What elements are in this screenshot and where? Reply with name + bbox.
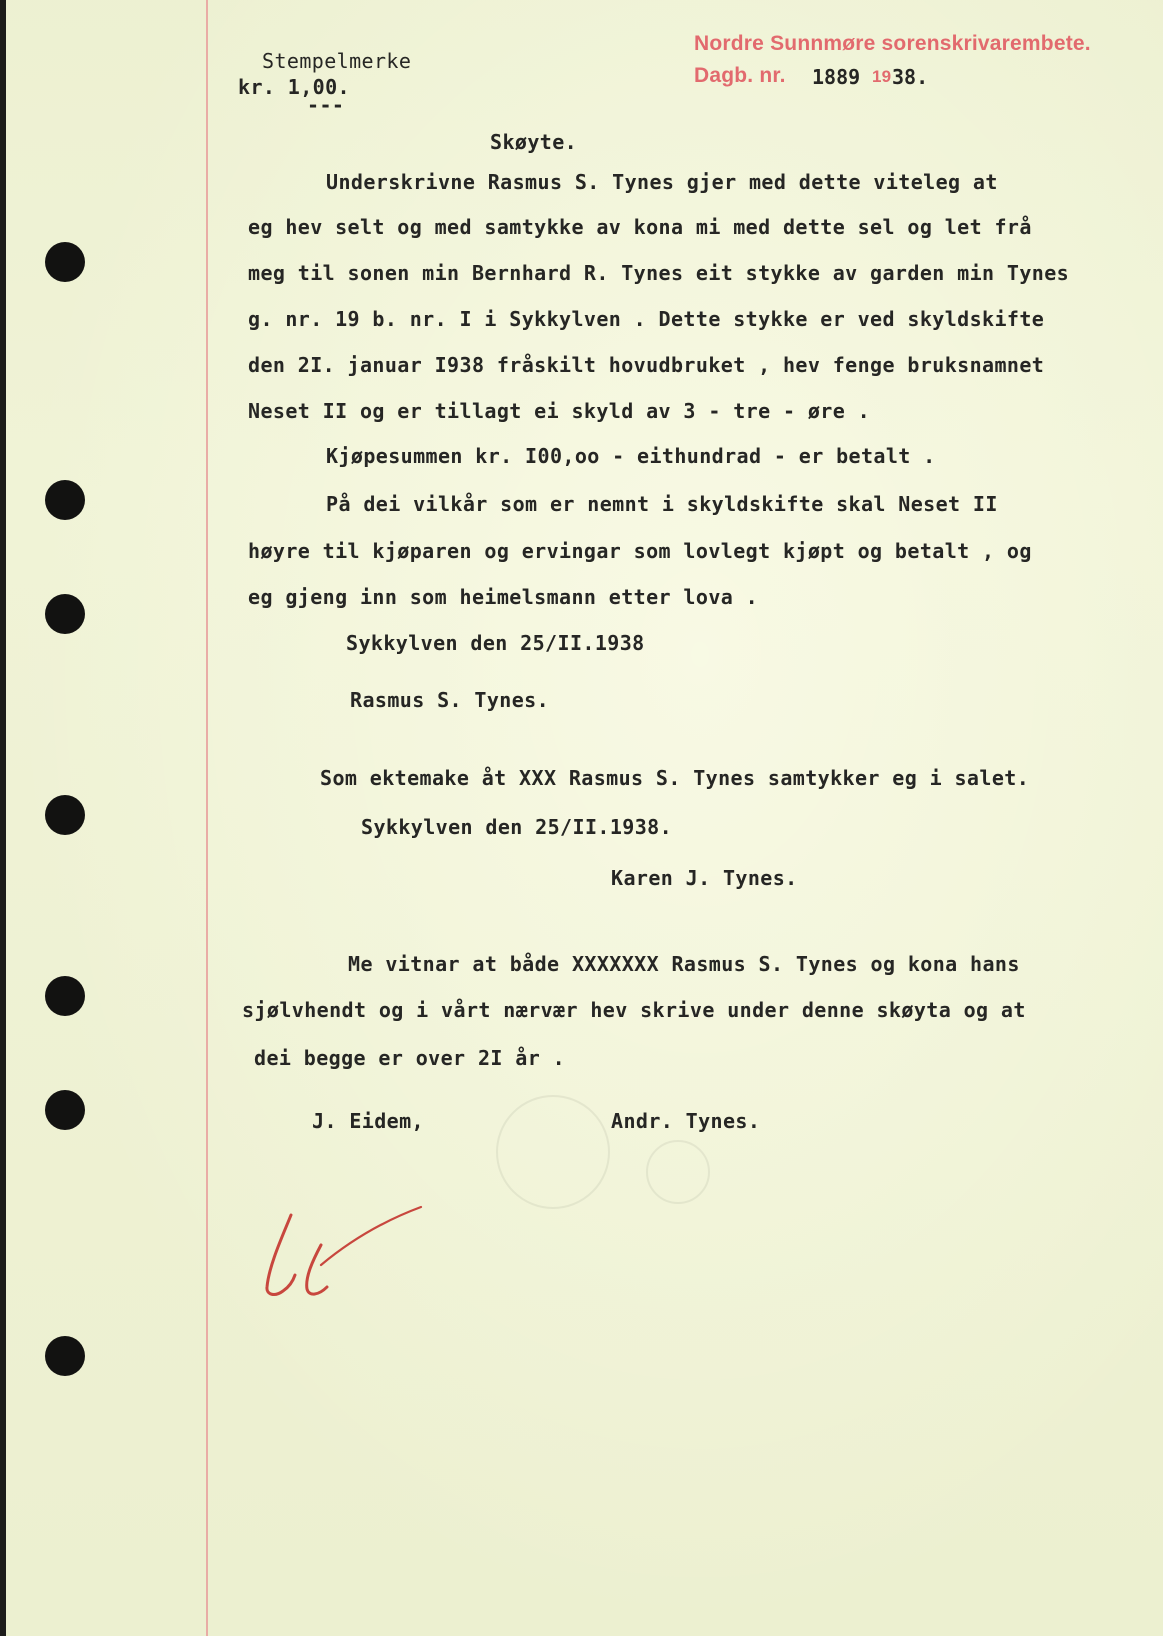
punch-hole (45, 976, 85, 1016)
deed-body-line: eg gjeng inn som heimelsmann etter lova . (248, 585, 759, 609)
witness-statement-line: Me vitnar at både XXXXXXX Rasmus S. Tynes og kona hans (348, 952, 1020, 976)
deed-title: Skøyte. (490, 130, 578, 154)
stamp-duty-label: Stempelmerke (262, 49, 412, 73)
handwritten-initials (261, 1205, 431, 1300)
punch-hole (45, 480, 85, 520)
punch-hole (45, 1090, 85, 1130)
witness-statement-line: sjølvhendt og i vårt nærvær hev skrive under denne skøyta og at (242, 998, 1026, 1022)
punch-hole (45, 242, 85, 282)
journal-year: 38. (892, 65, 929, 89)
bleed-through-mark (646, 1140, 710, 1204)
deed-body-line: meg til sonen min Bernhard R. Tynes eit stykke av garden min Tynes (248, 261, 1070, 285)
journal-number: 1889 (812, 65, 861, 89)
document-page (6, 0, 1163, 1636)
journal-year-prefix-stamp: 19 (872, 67, 892, 86)
deed-place-date: Sykkylven den 25/II.1938 (346, 631, 645, 655)
punch-hole (45, 594, 85, 634)
deed-body-line: På dei vilkår som er nemnt i skyldskifte skal Neset II (326, 492, 998, 516)
bleed-through-mark (496, 1095, 610, 1209)
deed-body-line: høyre til kjøparen og ervingar som lovlegt kjøpt og betalt , og (248, 539, 1032, 563)
deed-body-line: Neset II og er tillagt ei skyld av 3 - tre - øre . (248, 399, 871, 423)
spouse-consent-place-date: Sykkylven den 25/II.1938. (361, 815, 673, 839)
deed-body-line: Kjøpesummen kr. I00,oo - eithundrad - er betalt . (326, 444, 936, 468)
stamp-duty-amount: kr. 1,00. (238, 75, 350, 99)
margin-line (206, 0, 208, 1636)
witness-statement-line: dei begge er over 2I år . (254, 1046, 566, 1070)
deed-body-line: eg hev selt og med samtykke av kona mi med dette sel og let frå (248, 215, 1032, 239)
registry-office-stamp: Nordre Sunnmøre sorenskrivarembete. (694, 32, 1091, 55)
spouse-consent-text: Som ektemake åt XXX Rasmus S. Tynes samtykker eg i salet. (320, 766, 1030, 790)
spouse-signature: Karen J. Tynes. (611, 866, 798, 890)
punch-hole (45, 1336, 85, 1376)
witness-1-signature: J. Eidem, (312, 1109, 424, 1133)
witness-2-signature: Andr. Tynes. (611, 1109, 761, 1133)
deed-body-line: g. nr. 19 b. nr. I i Sykkylven . Dette stykke er ved skyldskifte (248, 307, 1045, 331)
deed-body-line: Underskrivne Rasmus S. Tynes gjer med dette viteleg at (326, 170, 998, 194)
punch-hole (45, 795, 85, 835)
deed-body-line: den 2I. januar I938 fråskilt hovudbruket , hev fenge bruksnamnet (248, 353, 1045, 377)
stamp-duty-underline: --- (307, 93, 345, 117)
journal-label-stamp: Dagb. nr. (694, 64, 786, 87)
seller-signature: Rasmus S. Tynes. (350, 688, 550, 712)
